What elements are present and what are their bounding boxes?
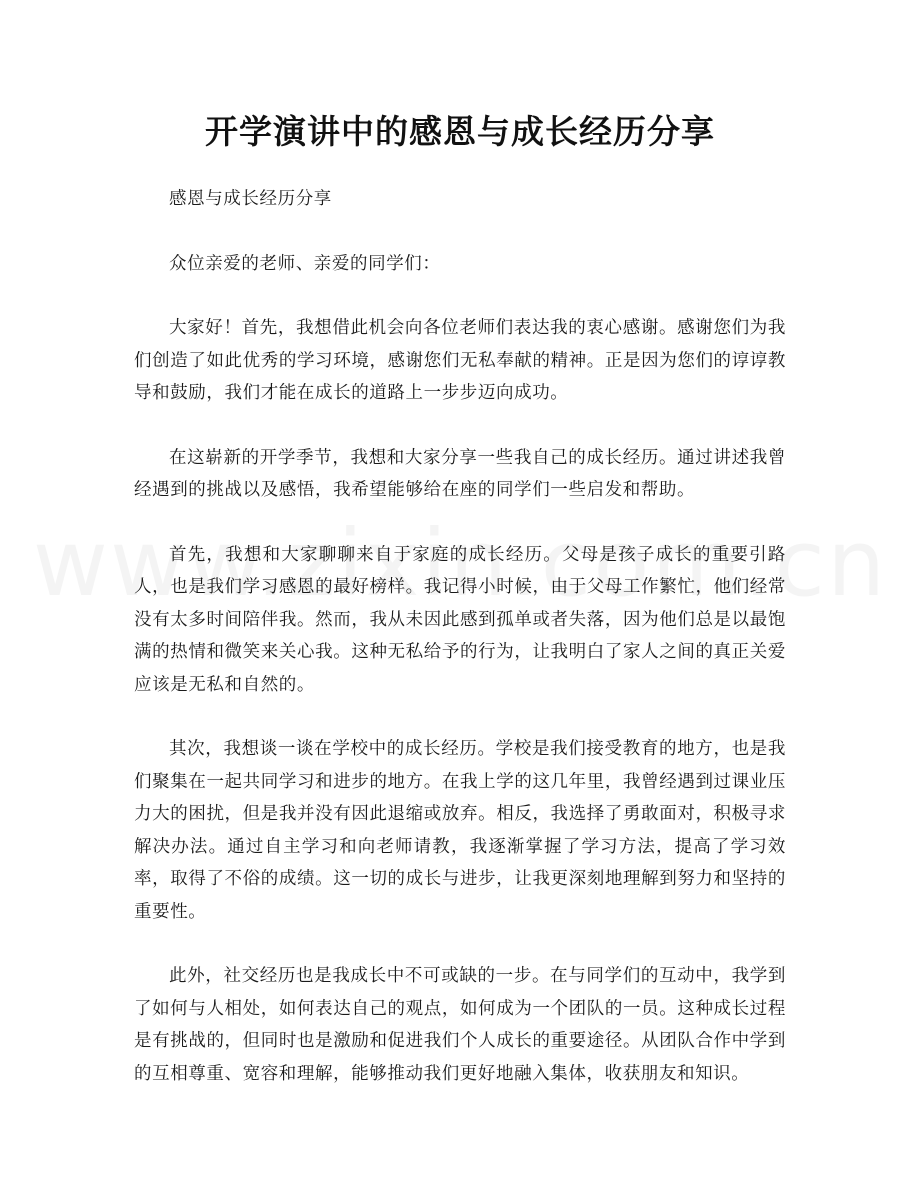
document-body <box>134 183 786 1122</box>
paragraph: 此外，社交经历也是我成长中不可或缺的一步。在与同学们的互动中，我学到了如何与人相处，如何表达自己的观点，如何成为一个团队的一员。这种成长过程是有挑战的，但同时也是激励和促进我们个人成长的重要途径。从团队合作中学到的互相尊重、宽容和理解，能够推动我们更好地融入集体，收获朋友和知识。 <box>134 966 786 1084</box>
paragraph: 首先，我想和大家聊聊来自于家庭的成长经历。父母是孩子成长的重要引路人，也是我们学习感恩的最好榜样。我记得小时候，由于父母工作繁忙，他们经常没有太多时间陪伴我。然而，我从未因此感到孤单或者失落，因为他们总是以最饱满的热情和微笑来关心我。这种无私给予的行为，让我明白了家人之间的真正关爱应该是无私和自然的。 <box>134 544 786 695</box>
paragraph: 大家好！首先，我想借此机会向各位老师们表达我的衷心感谢。感谢您们为我们创造了如此优秀的学习环境，感谢您们无私奉献的精神。正是因为您们的谆谆教导和鼓励，我们才能在成长的道路上一步步迈向成功。 <box>134 318 786 403</box>
paragraph: 在这崭新的开学季节，我想和大家分享一些我自己的成长经历。通过讲述我曾经遇到的挑战以及感悟，我希望能够给在座的同学们一些启发和帮助。 <box>134 447 786 500</box>
page-title: 开学演讲中的感恩与成长经历分享 <box>205 112 715 151</box>
paragraph-subtitle: 感恩与成长经历分享 <box>169 189 332 209</box>
paragraph-salutation: 众位亲爱的老师、亲爱的同学们： <box>169 253 441 274</box>
paragraph: 其次，我想谈一谈在学校中的成长经历。学校是我们接受教育的地方，也是我们聚集在一起共同学习和进步的地方。在我上学的这几年里，我曾经遇到过课业压力大的困扰，但是我并没有因此退缩或放弃。相反，我选择了勇敢面对，积极寻求解决办法。通过自主学习和向老师请教，我逐渐掌握了学习方法，提高了学习效率，取得了不俗的成绩。这一切的成长与进步，让我更深刻地理解到努力和坚持的重要性。 <box>134 739 786 922</box>
